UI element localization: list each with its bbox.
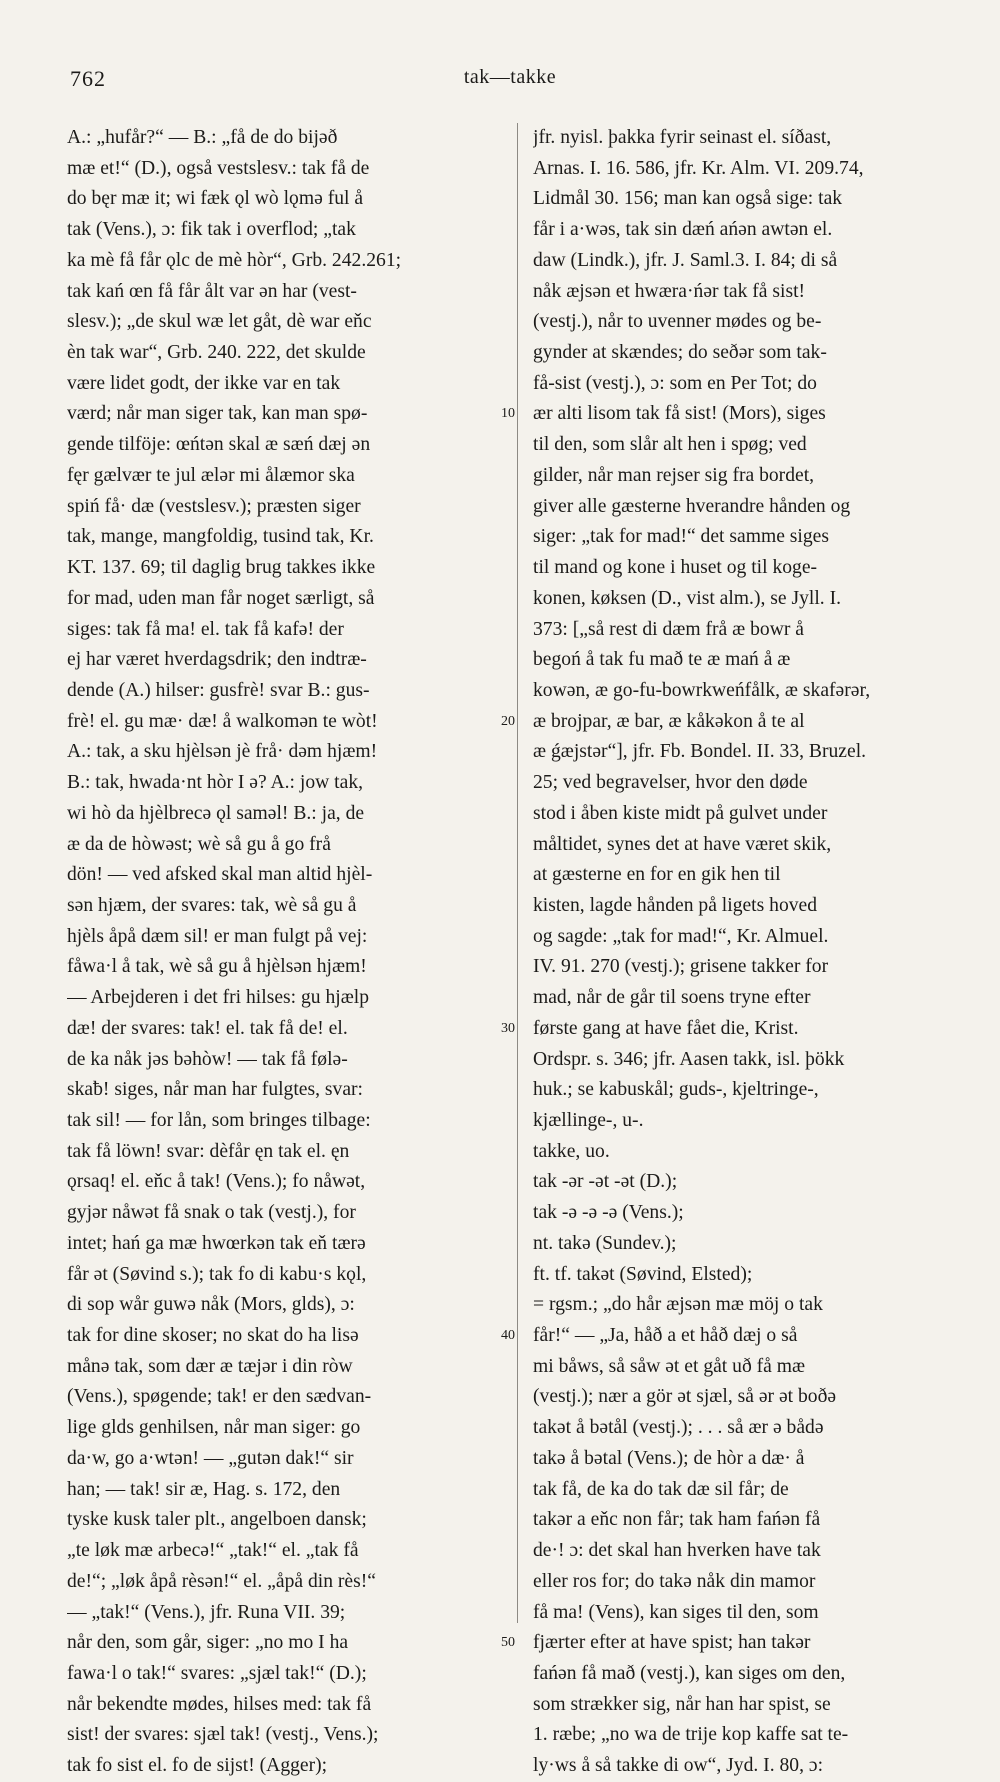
right-column-line: mad, når de går til soens tryne efter (533, 987, 811, 1009)
left-column-line: skaƀ! siges, når man har fulgtes, svar: (67, 1079, 364, 1101)
right-column-line: takər a eňc non får; tak ham fańən få (533, 1509, 821, 1531)
right-column-line: nt. takə (Sundev.); (533, 1232, 677, 1254)
left-column-line: de!“; „løk åpå rèsən!“ el. „åpå din rès!“ (67, 1570, 376, 1592)
left-column-line: tak (Vens.), ɔ: fik tak i overflod; „tak (67, 219, 356, 241)
left-column-line: — „tak!“ (Vens.), jfr. Runa VII. 39; (67, 1601, 346, 1623)
right-column-line: får!“ — „Ja, håð a et håð dæj o så (533, 1325, 798, 1347)
right-column-line: æ brojpar, æ bar, æ kåkəkon å te al (533, 710, 805, 732)
left-column-line: fåwa·l å tak, wè så gu å hjèlsən hjæm! (67, 956, 367, 978)
line-number-marker: 20 (501, 713, 515, 729)
right-column-line: tak -ə -ə -ə (Vens.); (533, 1202, 684, 1224)
left-column-line: intet; hań ga mæ hwœrkən tak eň tærə (67, 1232, 366, 1254)
right-column-line: tak få, de ka do tak dæ sil får; de (533, 1478, 789, 1500)
right-column-line: jfr. nyisl. þakka fyrir seinast el. síðast, (533, 127, 832, 148)
left-column-line: hjèls åpå dæm sil! er man fulgt på vej: (67, 925, 368, 947)
left-column-line: tyske kusk taler plt., angelboen dansk; (67, 1509, 367, 1531)
left-column-line: når bekendte mødes, hilses med: tak få (67, 1693, 372, 1715)
right-column-line: ly·ws å så takke di ow“, Jyd. I. 80, ɔ: (533, 1755, 824, 1777)
right-column-line: og sagde: „tak for mad!“, Kr. Almuel. (533, 925, 829, 947)
right-column-line: daw (Lindk.), jfr. J. Saml.3. I. 84; di så (533, 249, 838, 271)
left-column-line: får ət (Søvind s.); tak fo di kabu·s kǫl, (67, 1263, 367, 1285)
left-column-line: tak få löwn! svar: dèfår ęn tak el. ęn (67, 1140, 350, 1162)
right-column-line: de·! ɔ: det skal han hverken have tak (533, 1540, 821, 1562)
right-column-line: til mand og kone i huset og til koge- (533, 557, 818, 579)
left-column-line: dende (A.) hilser: gusfrè! svar B.: gus- (67, 679, 370, 701)
right-column-line: til den, som slår alt hen i spøg; ved (533, 434, 807, 456)
right-column-line: (vestj.), når to uvenner mødes og be- (533, 311, 822, 333)
line-number-marker: 10 (501, 406, 515, 422)
left-column (67, 123, 500, 1782)
left-column-line: æ da de hòwəst; wè så gu å go frå (67, 833, 331, 855)
right-column-line: fjærter efter at have spist; han takər (533, 1632, 811, 1654)
right-column-line: 1. ræbe; „no wa de trije kop kaffe sat te- (533, 1724, 849, 1746)
left-column-line: de ka nåk jəs bəhòw! — tak få følə- (67, 1048, 348, 1070)
left-column-line: når den, som går, siger: „no mo I ha (67, 1632, 349, 1654)
left-column-line: tak, mange, mangfoldig, tusind tak, Kr. (67, 526, 374, 548)
left-column-line: slesv.); „de skul wæ let gåt, dè war eňc (67, 311, 372, 333)
running-head: tak—takke (463, 66, 557, 88)
left-column-line: tak for dine skoser; no skat do ha lisə (67, 1325, 359, 1347)
left-column-line: månə tak, som dær æ tæjər i din ròw (67, 1355, 353, 1377)
line-number-marker: 50 (501, 1635, 515, 1651)
right-column-line: måltidet, synes det at have været skik, (533, 833, 832, 855)
right-column-line: giver alle gæsterne hverandre hånden og (533, 495, 851, 517)
left-column-line: sən hjæm, der svares: tak, wè så gu å (67, 894, 357, 916)
left-column-line: siges: tak få ma! el. tak få kafə! der (67, 618, 344, 640)
left-column-line: tak fo sist el. fo de sijst! (Agger); (67, 1755, 328, 1777)
right-column-line: som strækker sig, når han har spist, se (533, 1693, 831, 1715)
right-column-line: konen, køksen (D., vist alm.), se Jyll. I. (533, 587, 842, 609)
left-column-line: do bęr mæ it; wi fæk ǫl wò lǫmə ful å (67, 188, 364, 210)
right-column-line: ft. tf. takət (Søvind, Elsted); (533, 1263, 753, 1285)
left-column-line: dæ! der svares: tak! el. tak få de! el. (67, 1017, 348, 1039)
left-column-line: sist! der svares: sjæl tak! (vestj., Vens.); (67, 1724, 379, 1746)
right-column (533, 123, 948, 1782)
right-column-line: fańən få mað (vestj.), kan siges om den, (533, 1662, 846, 1684)
column-divider (517, 123, 518, 1623)
left-column-line: KT. 137. 69; til daglig brug takkes ikke (67, 557, 376, 579)
left-column-line: gende tilföje: œńtən skal æ sæń dæj ən (67, 434, 371, 456)
left-column-line: ej har været hverdagsdrik; den indtræ- (67, 649, 367, 671)
line-number-marker: 40 (501, 1328, 515, 1344)
left-column-line: ǫrsaq! el. eňc å tak! (Vens.); fo nåwət, (67, 1171, 366, 1193)
left-column-line: (Vens.), spøgende; tak! er den sædvan- (67, 1386, 372, 1408)
right-column-line: Ordspr. s. 346; jfr. Aasen takk, isl. þökk (533, 1048, 845, 1070)
right-column-line: stod i åben kiste midt på gulvet under (533, 802, 828, 824)
right-column-line: takke, uo. (533, 1140, 610, 1162)
right-column-line: ær alti lisom tak få sist! (Mors), siges (533, 403, 826, 425)
right-column-line: eller ros for; do takə nåk din mamor (533, 1570, 816, 1592)
left-column-line: han; — tak! sir æ, Hag. s. 172, den (67, 1478, 341, 1500)
left-column-line: spiń få· dæ (vestslesv.); præsten siger (67, 495, 361, 517)
left-column-line: værd; når man siger tak, kan man spø- (67, 403, 368, 425)
right-column-line: gynder at skændes; do seðər som tak- (533, 342, 827, 364)
page-header (70, 66, 950, 96)
left-column-line: fęr gælvær te jul ælər mi ålæmor ska (67, 464, 355, 486)
left-column-line: fawa·l o tak!“ svares: „sjæl tak!“ (D.); (67, 1662, 367, 1684)
left-column-line: tak kań œn få får ålt var ən har (vest- (67, 280, 357, 302)
left-column-line: for mad, uden man får noget særligt, så (67, 587, 375, 609)
right-column-line: få-sist (vestj.), ɔ: som en Per Tot; do (533, 372, 817, 394)
right-column-line: tak -ər -ət -ət (D.); (533, 1171, 678, 1193)
right-column-line: takət å bətål (vestj.); . . . så ær ə bådə (533, 1417, 824, 1439)
left-column-line: dön! — ved afsked skal man altid hjèl- (67, 864, 373, 886)
left-column-line: være lidet godt, der ikke var en tak (67, 372, 341, 394)
right-column-line: kjællinge-, u-. (533, 1110, 644, 1131)
right-column-line: siger: „tak for mad!“ det samme siges (533, 526, 829, 548)
left-column-line: A.: tak, a sku hjèlsən jè frå· dəm hjæm! (67, 741, 378, 763)
right-column-line: 373: [„så rest di dæm frå æ bowr å (533, 618, 804, 640)
left-column-line: ka mè få får ǫlc de mè hòr“, Grb. 242.261; (67, 249, 402, 271)
right-column-line: æ ǵæjstər“], jfr. Fb. Bondel. II. 33, Bruzel. (533, 741, 867, 763)
line-number-marker: 30 (501, 1020, 515, 1036)
left-column-line: tak sil! — for lån, som bringes tilbage: (67, 1110, 371, 1131)
left-column-line: frè! el. gu mæ· dæ! å walkomən te wòt! (67, 710, 378, 732)
right-column-line: 25; ved begravelser, hvor den døde (533, 772, 808, 794)
left-column-line: A.: „hufår?“ — B.: „få de do bijəð (67, 127, 338, 148)
right-column-line: begoń å tak fu mað te æ mań å æ (533, 649, 791, 671)
right-column-line: nåk æjsən et hwæra·ńər tak få sist! (533, 280, 806, 302)
right-column-line: kisten, lagde hånden på ligets hoved (533, 894, 818, 916)
left-column-line: wi hò da hjèlbrecə ǫl saməl! B.: ja, de (67, 802, 365, 824)
left-column-line: gyjər nåwət få snak o tak (vestj.), for (67, 1202, 356, 1224)
right-column-line: (vestj.); nær a gör ət sjæl, så ər ət boðə (533, 1386, 837, 1408)
page-number: 762 (70, 66, 106, 91)
right-column-line: Lidmål 30. 156; man kan også sige: tak (533, 188, 843, 210)
right-column-line: at gæsterne en for en gik hen til (533, 864, 781, 886)
right-column-line: få ma! (Vens), kan siges til den, som (533, 1601, 819, 1623)
right-column-line: IV. 91. 270 (vestj.); grisene takker for (533, 956, 829, 978)
right-column-line: = rgsm.; „do hår æjsən mæ möj o tak (533, 1294, 823, 1316)
right-column-line: takə å bətal (Vens.); de hòr a dæ· å (533, 1447, 805, 1469)
left-column-line: èn tak war“, Grb. 240. 222, det skulde (67, 342, 366, 364)
left-column-line: lige glds genhilsen, når man siger: go (67, 1417, 361, 1439)
right-column-line: første gang at have fået die, Krist. (533, 1017, 799, 1039)
right-column-line: Arnas. I. 16. 586, jfr. Kr. Alm. VI. 209.74, (533, 157, 864, 179)
left-column-line: B.: tak, hwada·nt hòr I ə? A.: jow tak, (67, 772, 364, 794)
right-column-line: får i a·wəs, tak sin dæń ańən awtən el. (533, 219, 833, 241)
left-column-line: di sop wår guwə nåk (Mors, glds), ɔ: (67, 1294, 355, 1316)
left-column-line: — Arbejderen i det fri hilses: gu hjælp (67, 987, 370, 1009)
right-column-line: gilder, når man rejser sig fra bordet, (533, 464, 815, 486)
left-column-line: „te løk mæ arbecə!“ „tak!“ el. „tak få (67, 1540, 359, 1562)
left-column-line: mæ et!“ (D.), også vestslesv.: tak få de (67, 157, 370, 179)
right-column-line: huk.; se kabuskål; guds-, kjeltringe-, (533, 1079, 819, 1101)
right-column-line: kowən, æ go-fu-bowrkweńfålk, æ skafərər, (533, 679, 871, 701)
left-column-line: da·w, go a·wtən! — „gutən dak!“ sir (67, 1447, 354, 1469)
right-column-line: mi båws, så såw ət et gåt uð få mæ (533, 1355, 806, 1377)
